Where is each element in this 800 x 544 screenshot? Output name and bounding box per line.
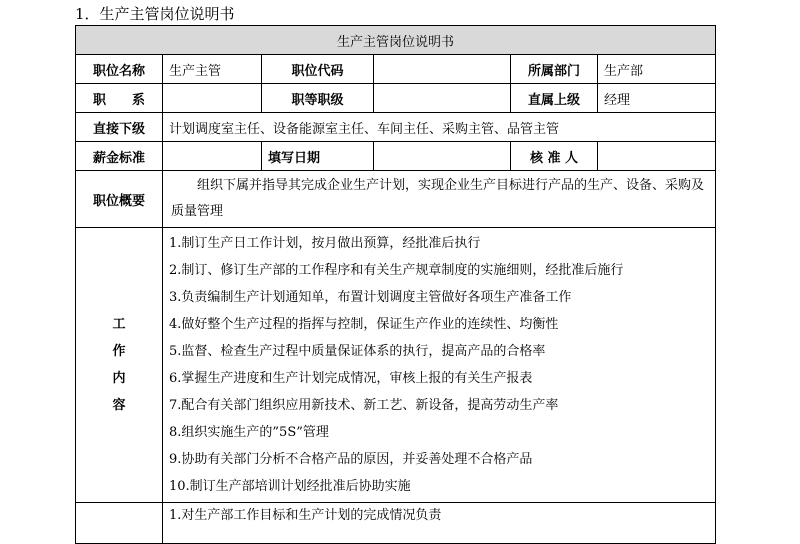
department-value: 生产部 [598,55,716,84]
position-name-value: 生产主管 [163,55,262,84]
series-value [163,84,262,113]
series-label: 职 系 [76,84,163,113]
grade-label: 职等职级 [262,84,374,113]
duties-label [76,228,163,503]
row-summary [76,171,716,228]
fill-date-value [374,142,511,171]
position-code-value [374,55,511,84]
position-code-label: 职位代码 [262,55,374,84]
approver-value [598,142,716,171]
subordinates-label: 直接下级 [76,113,163,142]
table-title: 生产主管岗位说明书 [76,26,716,55]
approver-label: 核 准 人 [511,142,598,171]
summary-text: 组织下属并指导其完成企业生产计划，实现企业生产目标进行产品的生产、设备、采购及质量管理 [171,178,705,219]
row-series [76,84,716,113]
duties-label-char: 作 [112,344,126,359]
duties-label-char: 容 [112,398,126,413]
duty-item: 10.制订生产部培训计划经批准后协助实施 [169,479,411,494]
row-responsibilities [76,503,716,544]
superior-value: 经理 [598,84,716,113]
subordinates-value: 计划调度室主任、设备能源室主任、车间主任、采购主管、品管主管 [163,113,716,142]
responsibilities-label [76,503,163,544]
duty-item: 8.组织实施生产的”5S”管理 [169,425,329,440]
duty-item: 2.制订、修订生产部的工作程序和有关生产规章制度的实施细则，经批准后施行 [169,263,624,278]
duty-item: 6.掌握生产进度和生产计划完成情况，审核上报的有关生产报表 [169,371,533,386]
job-description-table [75,25,716,544]
salary-label: 薪金标准 [76,142,163,171]
position-name-label: 职位名称 [76,55,163,84]
page-heading: 1．生产主管岗位说明书 [75,5,235,23]
duty-item: 9.协助有关部门分析不合格产品的原因，并妥善处理不合格产品 [169,452,533,467]
duty-item: 1.制订生产日工作计划，按月做出预算，经批准后执行 [169,236,481,251]
summary-label: 职位概要 [76,171,163,228]
fill-date-label: 填写日期 [262,142,374,171]
duty-item: 7.配合有关部门组织应用新技术、新工艺、新设备，提高劳动生产率 [169,398,559,413]
responsibility-item: 1.对生产部工作目标和生产计划的完成情况负责 [169,508,442,523]
table-title-row [76,26,716,55]
duty-item: 3.负责编制生产计划通知单，布置计划调度主管做好各项生产准备工作 [169,290,572,305]
responsibilities-list [163,503,716,544]
superior-label: 直属上级 [511,84,598,113]
summary-cell [163,171,716,228]
duty-item: 5.监督、检查生产过程中质量保证体系的执行，提高产品的合格率 [169,344,546,359]
duties-label-char: 工 [112,317,126,332]
grade-value [374,84,511,113]
salary-value [163,142,262,171]
row-subordinates [76,113,716,142]
row-duties [76,228,716,503]
duties-list [163,228,716,503]
duties-label-char: 内 [112,371,126,386]
row-position [76,55,716,84]
duty-item: 4.做好整个生产过程的指挥与控制，保证生产作业的连续性、均衡性 [169,317,559,332]
row-salary [76,142,716,171]
department-label: 所属部门 [511,55,598,84]
